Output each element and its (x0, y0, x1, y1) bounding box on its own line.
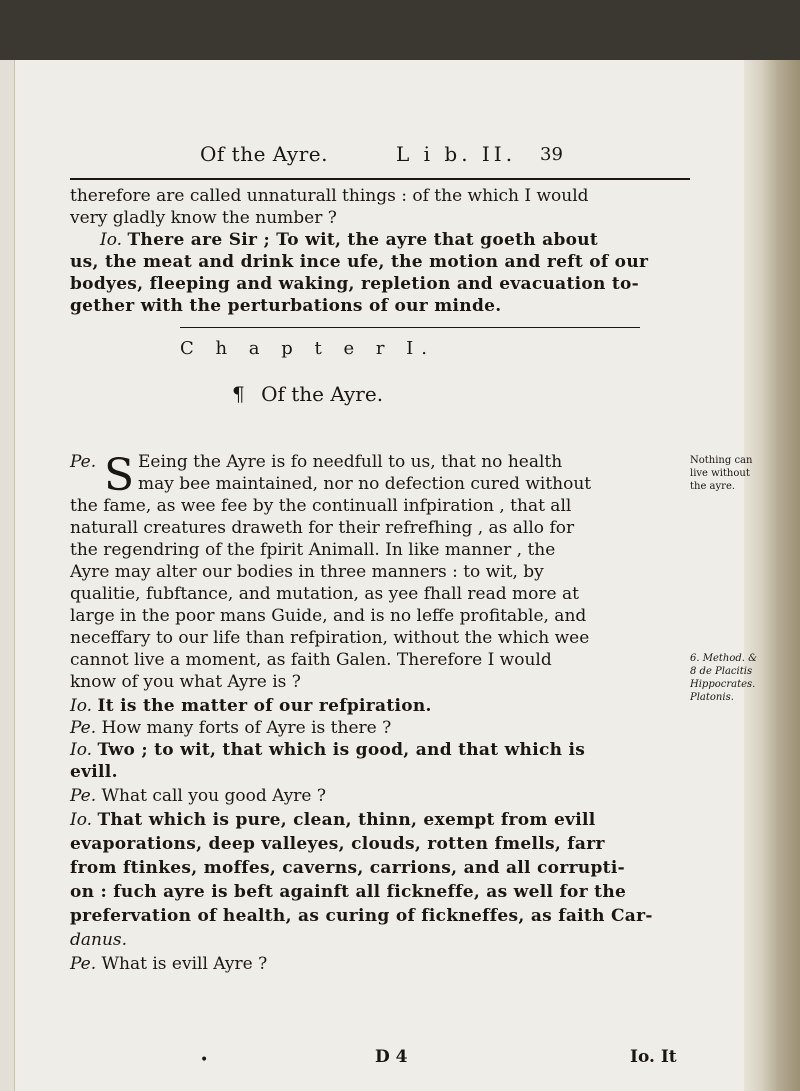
body-line: the regendring of the fpirit Animall. In like manner , the (70, 540, 556, 560)
margin-note-line: live without (690, 468, 750, 479)
speaker-label: Io. (70, 740, 93, 760)
blackletter-text: Two ; to wit, that which is good, and that which is (97, 740, 586, 760)
speaker-label: Pe. (70, 786, 97, 806)
body-line: Ayre may alter our bodies in three manners : to wit, by (70, 562, 544, 582)
dialogue-line: evaporations, deep valleyes, clouds, rotten fmells, farr (70, 834, 605, 854)
margin-note-line: Hippocrates. (690, 679, 756, 690)
signature-mark: D 4 (375, 1047, 408, 1067)
body-line: large in the poor mans Guide, and is no leffe profitable, and (70, 606, 587, 626)
pilcrow-icon: ¶ (232, 382, 245, 406)
dialogue-line: from ftinkes, moffes, caverns, carrions, and all corrupti- (70, 858, 625, 878)
dialogue-line: evill. (70, 762, 118, 782)
dialogue-text: What is evill Ayre ? (101, 954, 268, 974)
bullet-mark: • (200, 1052, 209, 1068)
speaker-label: Pe. (70, 718, 97, 738)
dialogue-line (70, 740, 585, 760)
body-line: know of you what Ayre is ? (70, 672, 301, 692)
chapter-rule (180, 327, 640, 328)
speaker-label: Io. (70, 810, 93, 830)
blackletter-text: That which is pure, clean, thinn, exempt from evill (97, 810, 596, 830)
speaker-label: Io. (70, 696, 93, 716)
catchword: Io. It (630, 1047, 677, 1067)
chapter-label: C h a p t e r I. (180, 338, 435, 359)
body-line: the fame, as wee fee by the continuall infpiration , that all (70, 496, 572, 516)
speaker-label: Io. (100, 230, 123, 250)
left-page-edge (0, 60, 15, 1091)
dialogue-line (70, 786, 326, 806)
body-line: neceffary to our life than refpiration, without the which wee (70, 628, 590, 648)
chapter-heading (232, 382, 383, 406)
blackletter-text: There are Sir ; To wit, the ayre that goeth about (127, 230, 599, 250)
body-line: cannot live a moment, as faith Galen. Therefore I would (70, 650, 552, 670)
dialogue-text: What call you good Ayre ? (101, 786, 326, 806)
margin-note-line: the ayre. (690, 481, 736, 492)
dialogue-text: How many forts of Ayre is there ? (101, 718, 392, 738)
dialogue-line (70, 696, 432, 716)
dialogue-line: on : fuch ayre is beft againft all fickneffe, as well for the (70, 882, 627, 902)
dialogue-line (70, 810, 596, 830)
intro-answer-line: us, the meat and drink ince ufe, the motion and reft of our (70, 252, 649, 272)
margin-note-line: 8 de Placitis (690, 666, 753, 677)
intro-answer-line: gether with the perturbations of our minde. (70, 296, 502, 316)
body-line: naturall creatures draweth for their refrefhing , as allo for (70, 518, 575, 538)
drop-cap: S (104, 450, 135, 501)
intro-line: very gladly know the number ? (70, 208, 337, 228)
blackletter-text: It is the matter of our refpiration. (97, 696, 432, 716)
chapter-heading-text: Of the Ayre. (261, 382, 384, 406)
header-book: L i b. II. (396, 142, 517, 166)
margin-note-line: Platonis. (690, 692, 734, 703)
dialogue-line (70, 718, 391, 738)
body-line: may bee maintained, nor no defection cured without (138, 474, 592, 494)
speaker-label: Pe. (70, 954, 97, 974)
dialogue-line: danus. (70, 930, 128, 950)
margin-note-line: Nothing can (690, 455, 753, 466)
running-header (200, 142, 690, 182)
intro-answer-line (100, 230, 598, 250)
intro-answer-line: bodyes, fleeping and waking, repletion and evacuation to- (70, 274, 640, 294)
right-binding-edge (744, 60, 800, 1091)
intro-line: therefore are called unnaturall things : of the which I would (70, 186, 589, 206)
header-rule (70, 178, 690, 180)
dialogue-line: prefervation of health, as curing of fickneffes, as faith Car- (70, 906, 653, 926)
margin-note-line: 6. Method. & (690, 653, 758, 664)
dialogue-line (70, 954, 267, 974)
body-line: Eeing the Ayre is fo needfull to us, that no health (138, 452, 563, 472)
speaker-label: Pe. (70, 452, 97, 472)
header-title: Of the Ayre. (200, 142, 328, 166)
page-number: 39 (540, 144, 563, 165)
body-line: qualitie, fubftance, and mutation, as yee fhall read more at (70, 584, 579, 604)
